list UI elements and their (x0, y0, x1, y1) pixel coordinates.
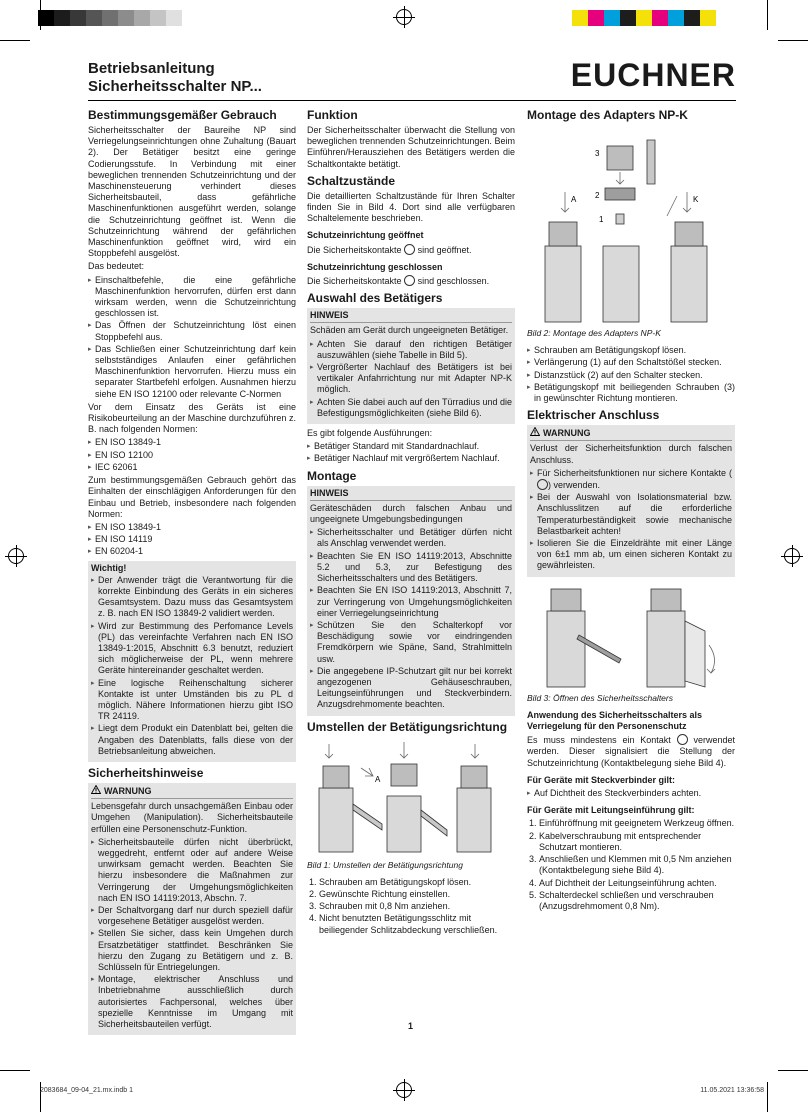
registration-mark-left (8, 548, 24, 564)
bullet-list (527, 345, 735, 404)
bullet-list (310, 527, 512, 710)
page-number: 1 (408, 1021, 414, 1031)
crop-mark (0, 40, 30, 41)
list-item: ▸ Schützen Sie den Schalterkopf vor Beschädigung sowie vor eindringenden Fremdkörpern wie Späne, Sand, Strahlmitteln usw. (310, 620, 512, 665)
figure-1-switch-heads (307, 738, 507, 858)
list-item: 3. Schrauben mit 0,8 Nm anziehen. (319, 901, 515, 912)
figure-1-caption: Bild 1: Umstellen der Betätigungsrichtung (307, 859, 463, 870)
color-swatch (588, 10, 604, 26)
figure-2-label: 2 (595, 191, 600, 200)
list-item: ▸ Achten Sie dabei auch auf den Türradius und die Befestigungsmöglichkeiten (siehe Bild 6). (310, 397, 512, 419)
list-item: ▸ EN ISO 14119 (88, 534, 296, 545)
notice-box (307, 486, 515, 716)
color-swatch (620, 10, 636, 26)
crop-mark (778, 1070, 808, 1071)
safety-contact-icon (537, 479, 548, 490)
list-item: ▸ Beachten Sie EN ISO 14119:2013, Abschnitte 5.2 und 5.3, zur Befestigung des Sicherheitsschalters und des Betätigers. (310, 551, 512, 585)
cmyk-color-bar (572, 10, 716, 26)
text: Es muss mindestens ein Kontakt (527, 735, 671, 746)
crop-mark (0, 1070, 30, 1071)
paragraph: Zum bestimmungsgemäßen Gebrauch gehört das Einhalten der einschlägigen Anforderungen für den Einbau und Betrieb, insbesondere nach folgenden Normen: (88, 475, 296, 519)
crop-mark (767, 0, 768, 30)
list-item: ▸ Der Anwender trägt die Verantwortung für die korrekte Einbindung des Geräts in ein sicheres Gesamtsystem. Dazu muss das Gesamtsystem z. B. nach EN ISO 13849-2 validiert werden. (91, 575, 293, 620)
paragraph: Die detaillierten Schaltzustände für Ihren Schalter finden Sie in Bild 4. Dort sind alle verfügbaren Schaltelemente beschrieben. (307, 190, 515, 224)
bullet-list (530, 468, 732, 572)
figure-2-label: A (571, 195, 577, 204)
list-item: ▸ Montage, elektrischer Anschluss und Inbetriebnahme ausschließlich durch autorisiertes Fachpersonal, welches über spezielle Kenntnisse im Umgang mit Sicherheitsbauteilen verfügt. (91, 974, 293, 1030)
color-swatch (102, 10, 118, 26)
list-item: ▸ EN ISO 12100 (88, 450, 296, 461)
crop-mark (40, 0, 41, 30)
figure-3-caption: Bild 3: Öffnen des Sicherheitsschalters (527, 692, 673, 703)
bullet-list (91, 837, 293, 1030)
important-heading: Wichtig! (91, 562, 127, 573)
numbered-list (527, 818, 735, 912)
heading-mounting: Montage (307, 468, 357, 483)
list-item: ▸ Die angegebene IP-Schutzart gilt nur bei korrekt angezogenen Gehäuseschrauben, Leitungseinführungen und Steckverbindern. Anzugsdrehmomente beachten. (310, 666, 512, 711)
warning-triangle-icon (530, 427, 540, 436)
subheading-application: Anwendung des Sicherheitsschalters als Verriegelung für den Personenschutz (527, 709, 703, 732)
list-item: ▸ Liegt dem Produkt ein Datenblatt bei, gelten die Angaben des Datenblatts, falls diese von der Betriebsanleitung abweichen. (91, 723, 293, 757)
heading-change-direction: Umstellen der Betätigungsrichtung (307, 719, 508, 734)
warning-label: WARNUNG (104, 785, 152, 796)
footer-filename: 2083684_09-04_21.mx.indb 1 (40, 1087, 134, 1094)
list-item: ▸ Verlängerung (1) auf den Schaltstößel stecken. (527, 357, 735, 368)
list-item: ▸ Das Schließen einer Schutzeinrichtung darf kein selbstständiges Anlaufen einer gefährlichen Maschinenfunktion hervorrufen. Hierzu muss ein separater Startbefehl erfolgen. Ausnahmen hierzu siehe EN ISO 12100 oder relevante C-Normen (88, 344, 296, 400)
list-item: ▸ Einschaltbefehle, die eine gefährliche Maschinenfunktion hervorrufen, dürfen erst dann wirksam werden, wenn die Schutzeinrichtung geschlossen ist. (88, 275, 296, 320)
bullet-list (88, 437, 296, 473)
column-3 (527, 104, 735, 914)
list-item: 4. Auf Dichtheit der Leitungseinführung achten. (539, 878, 735, 889)
text: Die Sicherheitskontakte (307, 276, 402, 287)
bullet-list (527, 788, 735, 799)
color-swatch (54, 10, 70, 26)
warning-box (527, 425, 735, 576)
bullet-list (307, 441, 515, 464)
heading-intended-use: Bestimmungsgemäßer Gebrauch (88, 108, 277, 122)
list-item: 2. Gewünschte Richtung einstellen. (319, 889, 515, 900)
subheading-plug-connector: Für Geräte mit Steckverbinder gilt: (527, 774, 676, 785)
figure-1-label: A (375, 774, 381, 784)
list-item: ▸ Eine logische Reihenschaltung sicherer Kontakte ist unter Umständen bis zu PL d möglich. Nähere Informationen hierzu gibt ISO TR 24119. (91, 678, 293, 723)
list-item: ▸ IEC 62061 (88, 462, 296, 473)
color-swatch (700, 10, 716, 26)
paragraph: Sicherheitsschalter der Baureihe NP sind Verriegelungseinrichtungen ohne Zuhaltung (Bauart 2). Der Betätiger besitzt eine geringe Codierungsstufe. In Verbindung mit einer beweglichen trennenden Schutzeinrichtung und der Maschinensteuerung verhindert dieses Sicherheitsbauteil, dass gefährliche Maschinenfunktionen ausgeführt werden, solange die Schutzeinrichtung geöffnet ist. Wenn die Schutzeinrichtung während der gefährlichen Maschinenfunktion geöffnet wird, wird ein Stoppbefehl ausgelöst. (88, 125, 296, 259)
list-item: ▸ EN 60204-1 (88, 546, 296, 557)
list-item: ▸ Betätigungskopf mit beiliegenden Schrauben (3) in gewünschter Richtung montieren. (527, 382, 735, 404)
color-swatch (70, 10, 86, 26)
list-item: 5. Schalterdeckel schließen und verschrauben (Anzugsdrehmoment 0,8 Nm). (539, 890, 735, 912)
list-item: ▸ Betätiger Nachlauf mit vergrößertem Nachlauf. (307, 453, 515, 464)
paragraph (307, 244, 515, 256)
list-item: ▸ Isolieren Sie die Einzeldrähte mit einer Länge von 6±1 mm ab, um einen sicheren Kontakt zu gewährleisten. (530, 538, 732, 572)
list-item: 3. Anschließen und Klemmen mit 0,5 Nm anziehen (Kontaktbelegung siehe Bild 4). (539, 854, 735, 876)
text: sind geöffnet. (417, 244, 472, 255)
warning-heading (91, 785, 293, 799)
color-swatch (86, 10, 102, 26)
numbered-list (307, 877, 515, 936)
text: Für Sicherheitsfunktionen nur sichere Kontakte ( (537, 467, 732, 478)
paragraph: Geräteschäden durch falschen Anbau und ungeeignete Umgebungsbedingungen (310, 502, 512, 525)
paragraph (527, 734, 735, 769)
footer-timestamp: 11.05.2021 13:36:58 (700, 1087, 764, 1094)
safety-contact-icon (404, 275, 415, 286)
text: ) verwenden. (548, 480, 601, 491)
list-item: ▸ Der Schaltvorgang darf nur durch speziell dafür vorgesehene Betätiger ausgelöst werden. (91, 905, 293, 927)
list-item: ▸ Sicherheitsschalter und Betätiger dürfen nicht als Anschlag verwendet werden. (310, 527, 512, 549)
safety-contact-icon (404, 244, 415, 255)
paragraph (307, 275, 515, 287)
notice-box (307, 308, 515, 424)
list-item: 2. Kabelverschraubung mit entsprechender Schutzart montieren. (539, 831, 735, 853)
paragraph: Es gibt folgende Ausführungen: (307, 428, 433, 439)
bullet-list (310, 339, 512, 419)
bullet-list (88, 275, 296, 400)
header-rule (88, 100, 736, 101)
list-item: ▸ Beachten Sie EN ISO 14119:2013, Abschnitt 7, zur Verringerung von Umgehungsmöglichkeiten einer Verriegelungseinrichtung (310, 585, 512, 619)
list-item: ▸ Auf Dichtheit des Steckverbinders achten. (527, 788, 735, 799)
color-swatch (134, 10, 150, 26)
crop-mark (767, 1082, 768, 1112)
list-item: ▸ Distanzstück (2) auf den Schalter stecken. (527, 370, 735, 381)
registration-mark-bottom (396, 1082, 412, 1098)
figure-2-adapter-assembly (527, 126, 727, 326)
list-item (530, 468, 732, 491)
figure-2-label: K (693, 195, 699, 204)
color-swatch (166, 10, 182, 26)
paragraph: Schäden am Gerät durch ungeeigneten Betätiger. (310, 325, 509, 336)
paragraph: Verlust der Sicherheitsfunktion durch falschen Anschluss. (530, 443, 732, 465)
notice-heading: HINWEIS (310, 488, 512, 501)
document-title (88, 60, 262, 96)
color-swatch (118, 10, 134, 26)
figure-2-caption: Bild 2: Montage des Adapters NP-K (527, 328, 661, 338)
paragraph: Vor dem Einsatz des Geräts ist eine Risikobeurteilung an der Maschine durchzuführen z. B. nach folgenden Normen: (88, 401, 296, 435)
heading-function: Funktion (307, 108, 358, 122)
paragraph: Lebensgefahr durch unsachgemäßen Einbau oder Umgehen (Manipulation). Sicherheitsbauteile erfüllen eine Personenschutz-Funktion. (91, 801, 293, 834)
color-swatch (636, 10, 652, 26)
bullet-list (88, 522, 296, 558)
heading-safety: Sicherheitshinweise (88, 765, 204, 780)
text: Die Sicherheitskontakte (307, 244, 402, 255)
title-line-2: Sicherheitsschalter NP... (88, 78, 262, 95)
figure-2-label: 1 (599, 215, 604, 224)
list-item: ▸ Wird zur Bestimmung des Perfomance Levels (PL) das vereinfachte Verfahren nach EN ISO 13849-1:2015, Abschnitt 6.3 benutzt, reduziert sich möglicherweise der PL, wenn mehrere Geräte hintereinander geschaltet werden. (91, 621, 293, 677)
list-item: ▸ EN ISO 13849-1 (88, 522, 296, 533)
grayscale-color-bar (38, 10, 182, 26)
brand-logo: EUCHNER (570, 57, 736, 93)
color-swatch (668, 10, 684, 26)
paragraph: Das bedeutet: (88, 261, 145, 272)
list-item: ▸ Bei der Auswahl von Isolationsmaterial bzw. Anschlusslitzen auf die erforderliche Temperaturbeständigkeit sowie mechanische Belastbarkeit achten! (530, 492, 732, 537)
list-item: ▸ EN ISO 13849-1 (88, 437, 296, 448)
title-line-1: Betriebsanleitung (88, 60, 215, 77)
subheading-guard-open: Schutzeinrichtung geöffnet (307, 230, 424, 241)
subheading-cable-entry: Für Geräte mit Leitungseinführung gilt: (527, 805, 695, 816)
text: sind geschlossen. (417, 276, 490, 287)
bullet-list (91, 575, 293, 757)
list-item: 4. Nicht benutzten Betätigungsschlitz mit beiliegender Schlitzabdeckung verschließen. (319, 913, 515, 935)
list-item: ▸ Betätiger Standard mit Standardnachlauf. (307, 441, 515, 452)
column-1 (88, 104, 296, 1039)
important-box (88, 561, 296, 762)
registration-mark-top (396, 9, 412, 25)
heading-electrical-connection: Elektrischer Anschluss (527, 408, 660, 423)
figure-3-open-switch (527, 581, 727, 691)
warning-heading (530, 427, 732, 441)
list-item: 1. Schrauben am Betätigungskopf lösen. (319, 877, 515, 888)
list-item: 1. Einführöffnung mit geeignetem Werkzeug öffnen. (539, 818, 735, 829)
crop-mark (778, 40, 808, 41)
heading-adapter-mounting: Montage des Adapters NP-K (527, 108, 688, 122)
warning-triangle-icon (91, 785, 101, 794)
registration-mark-right (784, 548, 800, 564)
list-item: ▸ Sicherheitsbauteile dürfen nicht überbrückt, weggedreht, entfernt oder auf andere Weise unwirksam gemacht werden. Beachten Sie hierzu insbesondere die Maßnahmen zur Verringerung der Umgehungsmöglichkeiten nach EN ISO 14119:2013, Abschn. 7. (91, 837, 293, 904)
color-swatch (572, 10, 588, 26)
list-item: ▸ Vergrößerter Nachlauf des Betätigers ist bei vertikaler Anfahrrichtung nur mit Adapter NP-K möglich. (310, 362, 512, 396)
heading-switching-states: Schaltzustände (307, 173, 396, 188)
list-item: ▸ Stellen Sie sicher, dass kein Umgehen durch Ersatzbetätiger stattfindet. Beschränken Sie hierzu den Zugang zu Betätigern und z. B. Schlüsseln für Entriegelungen. (91, 928, 293, 973)
list-item: ▸ Schrauben am Betätigungskopf lösen. (527, 345, 735, 356)
subheading-guard-closed: Schutzeinrichtung geschlossen (307, 261, 443, 272)
list-item: ▸ Achten Sie darauf den richtigen Betätiger auszuwählen (siehe Tabelle in Bild 5). (310, 339, 512, 361)
color-swatch (150, 10, 166, 26)
color-swatch (604, 10, 620, 26)
color-swatch (684, 10, 700, 26)
heading-actuator-selection: Auswahl des Betätigers (307, 291, 443, 306)
column-2 (307, 104, 515, 938)
figure-2-label: 3 (595, 149, 600, 158)
warning-label: WARNUNG (543, 428, 591, 439)
text: verwendet werden. Dieser signalisiert die Stellung der Schutzeinrichtung (Kontaktbelegung siehe Bild 4). (527, 735, 735, 768)
safety-contact-icon (677, 734, 688, 745)
notice-heading: HINWEIS (310, 310, 512, 323)
color-swatch (652, 10, 668, 26)
list-item: ▸ Das Öffnen der Schutzeinrichtung löst einen Stoppbefehl aus. (88, 320, 296, 342)
warning-box (88, 783, 296, 1035)
paragraph: Der Sicherheitsschalter überwacht die Stellung von beweglichen trennenden Schutzeinrichtungen. Beim Einführen/Herausziehen des Betätigers werden die Schaltkontakte betätigt. (307, 125, 515, 169)
